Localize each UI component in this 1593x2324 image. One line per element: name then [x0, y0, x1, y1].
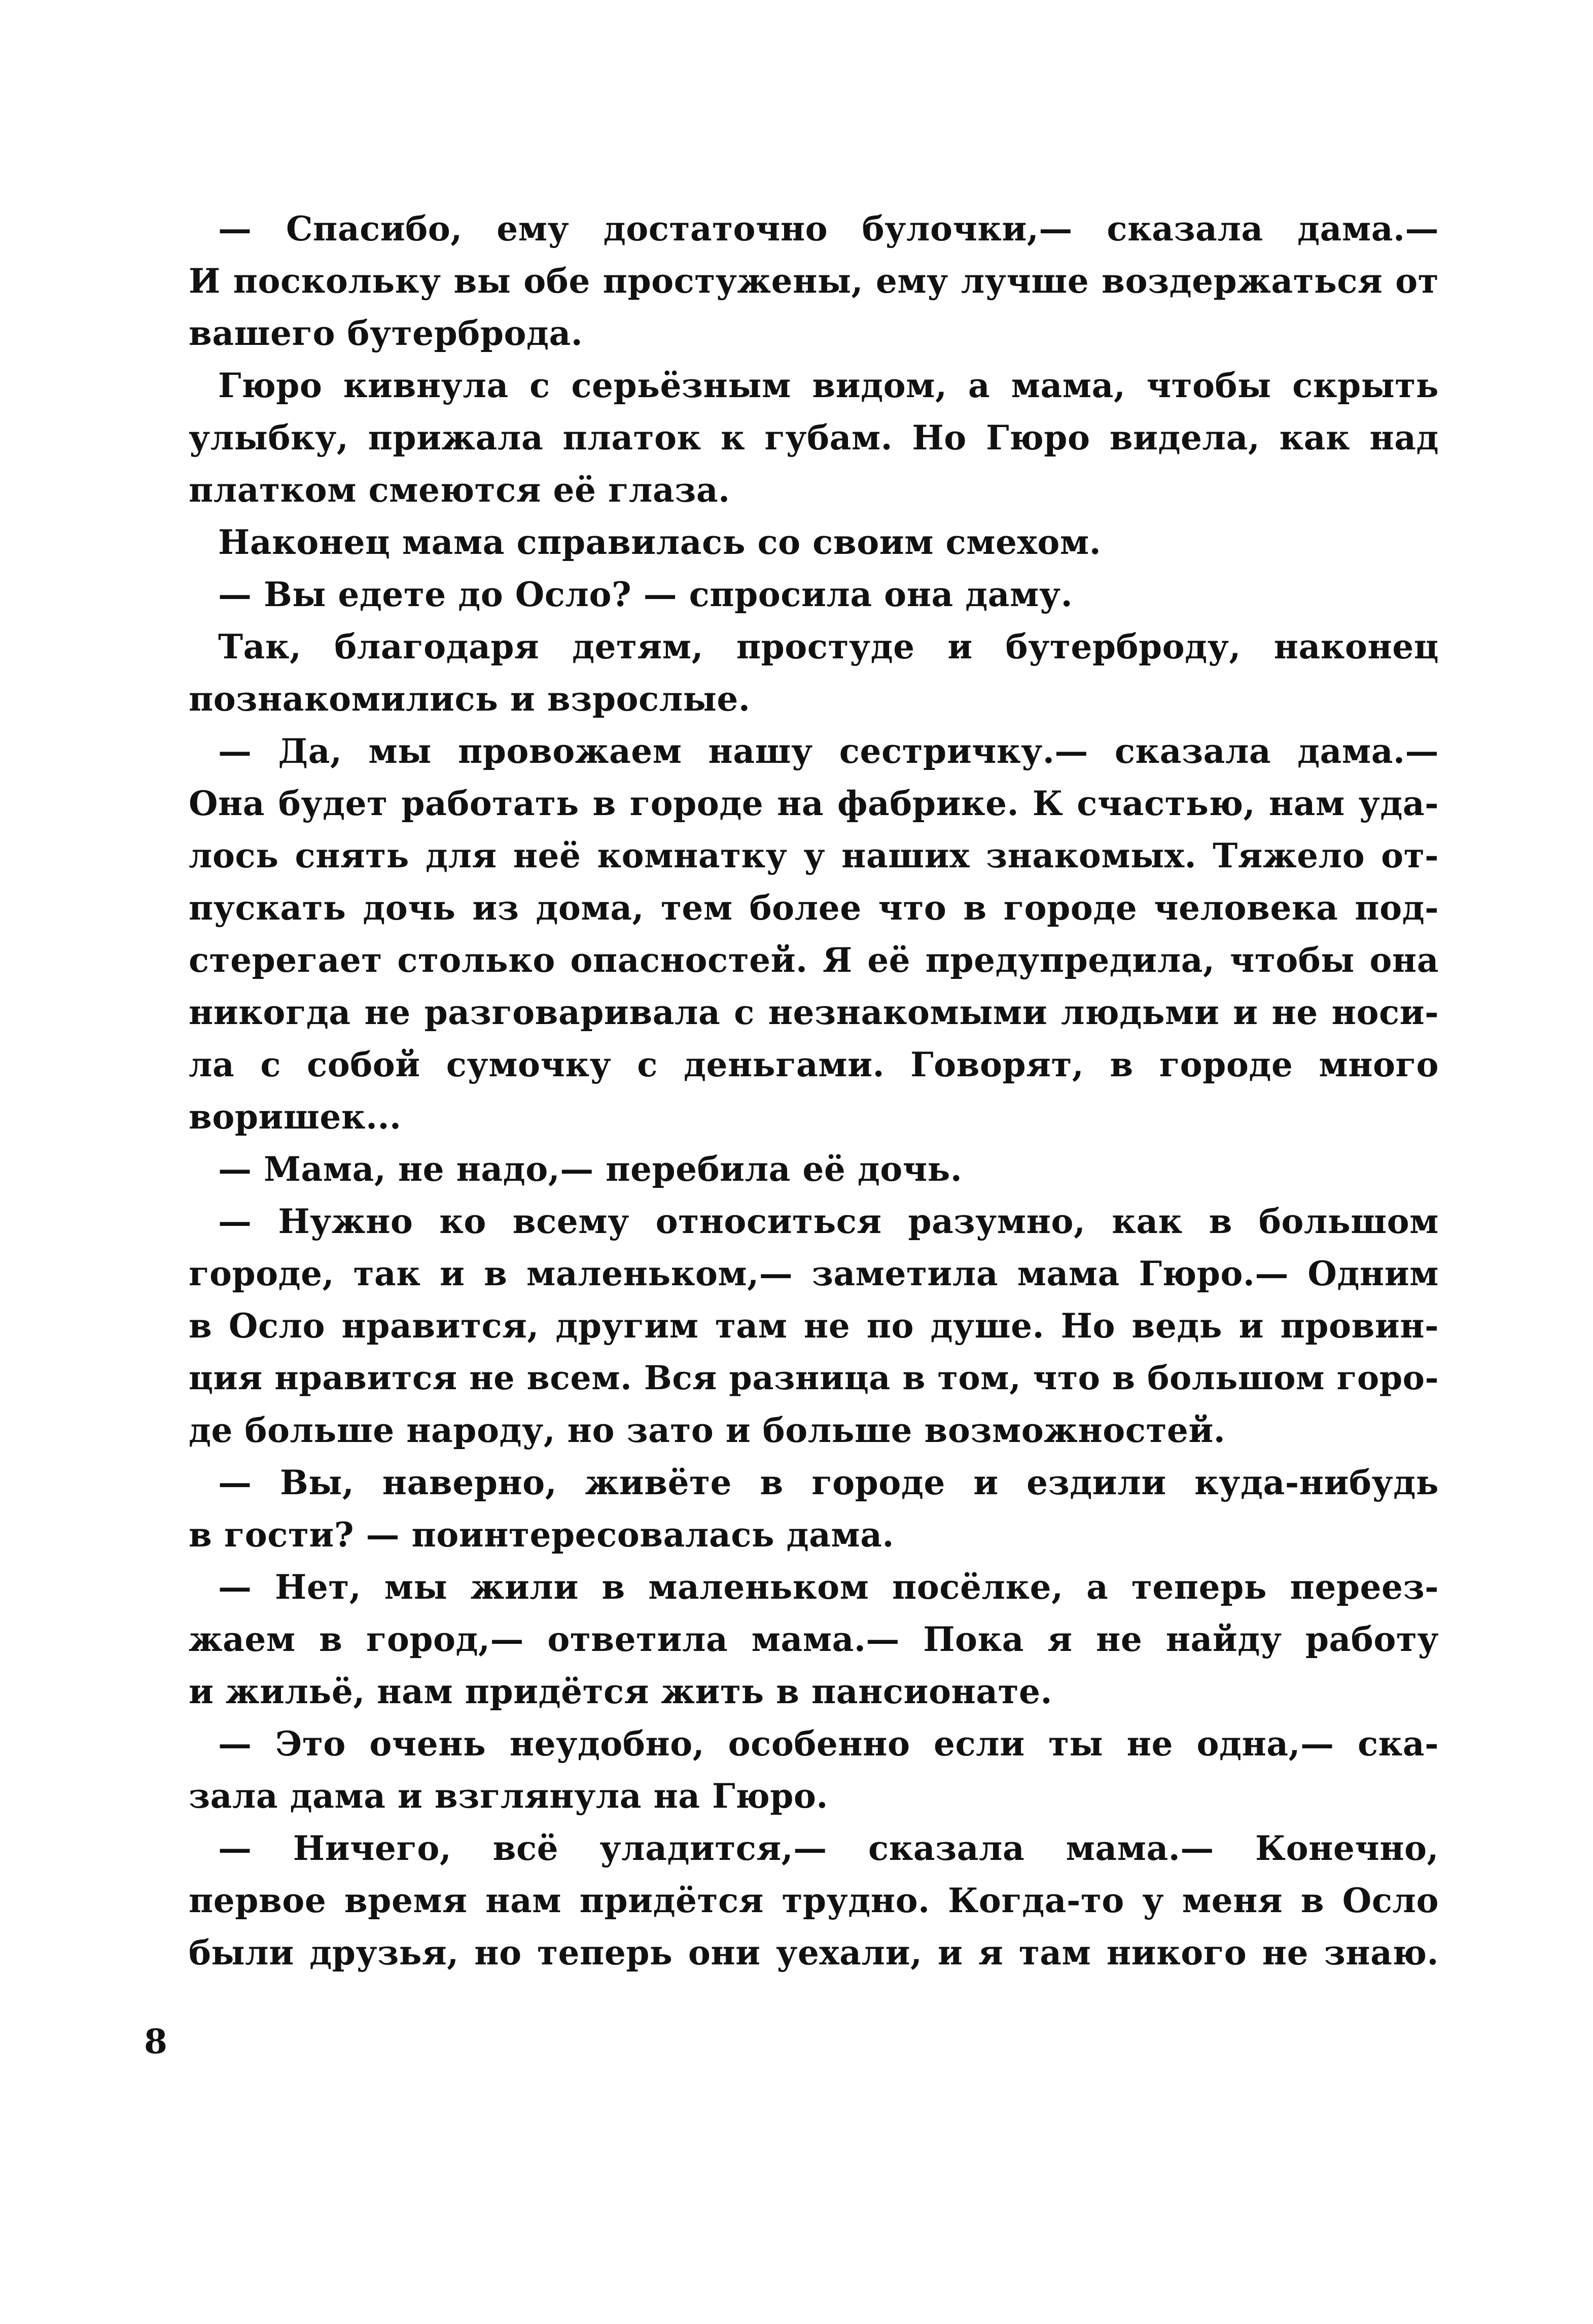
text-line: улыбку, прижала платок к губам. Но Гюро видела, как над	[189, 418, 1439, 457]
text-line: — Нужно ко всему относиться разумно, как в большом	[218, 1202, 1439, 1241]
text-line: вашего бутерброда.	[189, 313, 583, 353]
text-line: — Вы едете до Осло? — спросила она даму.	[218, 575, 1073, 614]
text-line: — Мама, не надо,— перебила её дочь.	[218, 1149, 963, 1189]
text-line: первое время нам придётся трудно. Когда-то у меня в Осло	[189, 1881, 1439, 1920]
text-line: пускать дочь из дома, тем более что в городе человека под-	[189, 888, 1439, 928]
text-line: — Ничего, всё уладится,— сказала мама.— Конечно,	[218, 1828, 1439, 1868]
text-line: воришек...	[189, 1097, 402, 1137]
text-line: — Да, мы провожаем нашу сестричку.— сказала дама.—	[218, 731, 1439, 771]
text-line: никогда не разговаривала с незнакомыми людьми и не носи-	[189, 993, 1439, 1032]
text-line: — Вы, наверно, живёте в городе и ездили куда-нибудь	[218, 1463, 1439, 1502]
text-line: Гюро кивнула с серьёзным видом, а мама, чтобы скрыть	[218, 366, 1439, 405]
text-line: познакомились и взрослые.	[189, 679, 751, 719]
text-line: жаем в город,— ответила мама.— Пока я не найду работу	[189, 1619, 1439, 1659]
text-line: зала дама и взглянула на Гюро.	[189, 1776, 828, 1816]
text-line: стерегает столько опасностей. Я её предупредила, чтобы она	[189, 940, 1439, 980]
text-line: — Это очень неудобно, особенно если ты не одна,— ска-	[218, 1724, 1439, 1764]
text-line: ция нравится не всем. Вся разница в том, что в большом горо-	[189, 1359, 1439, 1397]
text-line: де больше народу, но зато и больше возможностей.	[189, 1411, 1226, 1450]
text-line: в гости? — поинтересовалась дама.	[189, 1515, 894, 1555]
text-line: и жильё, нам придётся жить в пансионате.	[189, 1672, 1052, 1711]
text-line: — Спасибо, ему достаточно булочки,— сказала дама.—	[218, 209, 1439, 249]
text-line: городе, так и в маленьком,— заметила мама Гюро.— Одним	[189, 1254, 1439, 1293]
text-line: ла с собой сумочку с деньгами. Говорят, в городе много	[189, 1045, 1439, 1084]
text-line: Так, благодаря детям, простуде и бутерброду, наконец	[218, 627, 1439, 666]
text-line: в Осло нравится, другим там не по душе. Но ведь и провин-	[189, 1306, 1439, 1346]
text-line: были друзья, но теперь они уехали, и я там никого не знаю.	[189, 1933, 1439, 1973]
page-number: 8	[144, 2022, 167, 2061]
text-line: И поскольку вы обе простужены, ему лучше воздержаться от	[189, 261, 1439, 301]
text-line: лось снять для неё комнатку у наших знакомых. Тяжело от-	[189, 836, 1439, 875]
text-line: Наконец мама справилась со своим смехом.	[218, 522, 1102, 562]
text-line: — Нет, мы жили в маленьком посёлке, а теперь переез-	[218, 1567, 1439, 1607]
body-text	[189, 203, 1439, 1979]
text-line: платком смеются её глаза.	[189, 470, 730, 510]
text-line: Она будет работать в городе на фабрике. К счастью, нам уда-	[189, 784, 1439, 823]
